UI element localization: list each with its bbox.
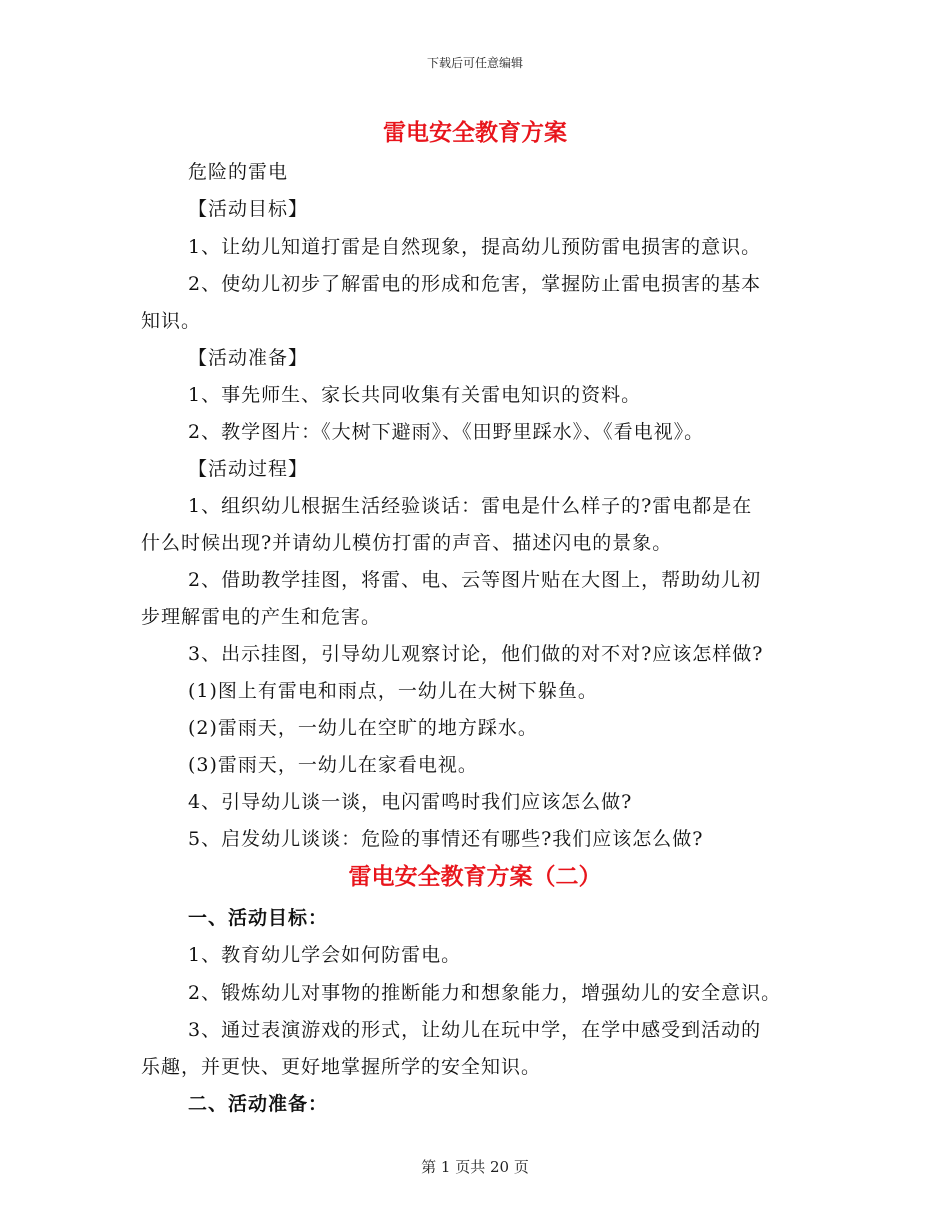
paragraph: 1、教育幼儿学会如何防雷电。: [188, 944, 462, 966]
page-header: 下载后可任意编辑: [426, 56, 523, 70]
page-footer: 第 1 页共 20 页: [421, 1158, 529, 1176]
list-item: (1)图上有雷电和雨点，一幼儿在大树下躲鱼。: [188, 680, 598, 702]
section-heading-goals: 一、活动目标：: [188, 907, 329, 929]
paragraph-continuation: 乐趣，并更快、更好地掌握所学的安全知识。: [141, 1056, 542, 1078]
paragraph-continuation: 什么时候出现?并请幼儿模仿打雷的声音、描述闪电的景象。: [141, 532, 673, 554]
subtitle: 危险的雷电: [188, 161, 289, 183]
paragraph: 2、锻炼幼儿对事物的推断能力和想象能力，增强幼儿的安全意识。: [188, 982, 782, 1004]
paragraph: 2、教学图片：《大树下避雨》、《田野里踩水》、《看电视》。: [188, 421, 705, 443]
paragraph: 5、启发幼儿谈谈：危险的事情还有哪些?我们应该怎么做?: [188, 828, 704, 850]
section-heading-prep: 【活动准备】: [188, 347, 309, 369]
list-item: (3)雷雨天，一幼儿在家看电视。: [188, 754, 478, 776]
section-heading-process: 【活动过程】: [188, 458, 309, 480]
document-title: 雷电安全教育方案: [383, 119, 567, 146]
paragraph: 3、通过表演游戏的形式，让幼儿在玩中学，在学中感受到活动的: [188, 1019, 762, 1041]
section-heading-goals: 【活动目标】: [188, 198, 309, 220]
paragraph: 1、让幼儿知道打雷是自然现象，提高幼儿预防雷电损害的意识。: [188, 236, 762, 258]
paragraph: 2、借助教学挂图，将雷、电、云等图片贴在大图上，帮助幼儿初: [188, 569, 762, 591]
paragraph-continuation: 知识。: [141, 310, 202, 332]
list-item: (2)雷雨天，一幼儿在空旷的地方踩水。: [188, 717, 538, 739]
paragraph: 1、组织幼儿根据生活经验谈话：雷电是什么样子的?雷电都是在: [188, 495, 753, 517]
paragraph: 2、使幼儿初步了解雷电的形成和危害，掌握防止雷电损害的基本: [188, 273, 762, 295]
section-heading-prep: 二、活动准备：: [188, 1093, 329, 1115]
paragraph: 3、出示挂图，引导幼儿观察讨论，他们做的对不对?应该怎样做?: [188, 643, 764, 665]
paragraph: 1、事先师生、家长共同收集有关雷电知识的资料。: [188, 384, 642, 406]
paragraph: 4、引导幼儿谈一谈，电闪雷鸣时我们应该怎么做?: [188, 791, 633, 813]
section-title: 雷电安全教育方案（二）: [348, 863, 602, 890]
paragraph-continuation: 步理解雷电的产生和危害。: [141, 606, 382, 628]
